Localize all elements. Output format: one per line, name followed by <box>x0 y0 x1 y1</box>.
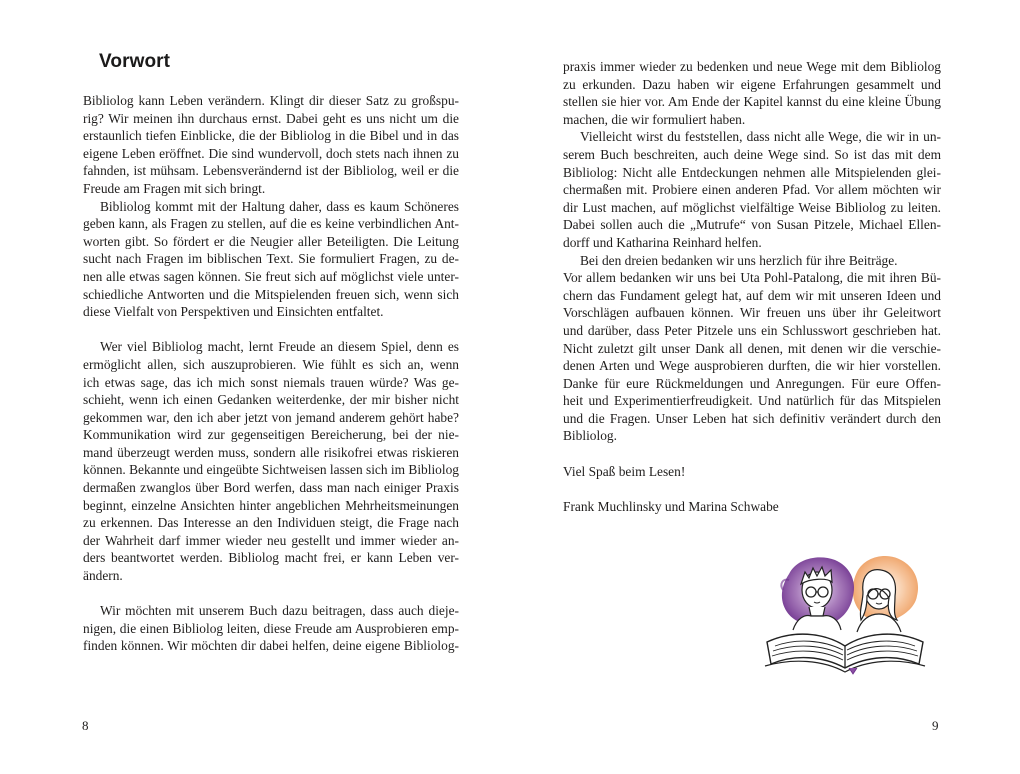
left-page-text-line: ich etwas sage, das ich mich sonst niemals trauen würde? Was ge- <box>83 374 459 390</box>
left-page-text-line: diese Vielfalt von Perspektiven und Einsichten entfaltet. <box>83 304 384 320</box>
paragraph-gap <box>83 321 459 339</box>
right-page-text-line: dorff und Katharina Reinhard helfen. <box>563 234 762 250</box>
paragraph-gap <box>563 445 941 463</box>
right-page-body <box>563 58 941 515</box>
left-page-text-line: Bibliolog kann Leben verändern. Klingt dir dieser Satz zu großspu- <box>83 93 459 108</box>
left-page-text-line: Freude am Fragen mit sich bringt. <box>83 180 266 196</box>
right-page-text-line: machen, die wir formuliert haben. <box>563 111 746 127</box>
left-page-text-line: ändern. <box>83 568 123 584</box>
left-page-text-line: der Wahrheit darf immer wieder neu gestellt und immer wieder an- <box>83 532 459 548</box>
page-number-right: 9 <box>932 718 939 733</box>
right-page-text-line: Viel Spaß beim Lesen! <box>563 463 686 479</box>
left-page-text-line: Bibliolog kommt mit der Haltung daher, dass es kaum Schöneres <box>100 198 459 214</box>
right-page-text-line: und darüber, dass Peter Pitzele uns ein Schlusswort geschrieben hat. <box>563 322 941 338</box>
right-page-text-line: chern das Fundament gelegt hat, auf dem wir mit unseren Ideen und <box>563 287 941 303</box>
left-page-text-line: schiedliche Antworten und die Mitspielenden freuen sich, wenn sich <box>83 286 459 302</box>
right-page-text-line: Frank Muchlinsky und Marina Schwabe <box>563 498 779 514</box>
left-page-text-line: ermöglicht allen, sich auszuprobieren. Wie fühlt es sich an, wenn <box>83 356 459 372</box>
left-page-text-line: Wer viel Bibliolog macht, lernt Freude an diesem Spiel, denn es <box>100 339 459 355</box>
right-page-text-line: zu erkunden. Dazu haben wir eigene Erfahrungen gesammelt und <box>563 76 941 92</box>
two-readers-with-open-book-icon <box>753 550 933 675</box>
left-page-body <box>83 92 459 655</box>
right-page-text-line: praxis immer wieder zu bedenken und neue Wege mit dem Bibliolog <box>563 59 941 74</box>
left-page-text-line: zu erkennen. Das Interesse an den Individuen steigt, die Frage nach <box>83 515 459 531</box>
right-page-text-line: stellen sie hier vor. Am Ende der Kapitel kannst du eine kleine Übung <box>563 94 941 110</box>
left-page-text-line: Kommunikation wird zur gegenseitigen Bereicherung, bei der nie- <box>83 427 459 443</box>
left-page-text-line: sucht nach Fragen im biblischen Text. Sie formuliert Fragen, zu de- <box>83 251 459 267</box>
left-page-text-line: erstaunlich tiefen Einblicke, die der Bibliolog in die Bibel und in das <box>83 128 459 144</box>
right-page-text-line: Bibliolog: Nicht alle Entdeckungen nehmen alle Mitspielenden glei- <box>563 164 941 180</box>
right-page-text-line: serem Buch beschreiten, auch deine Wege sind. So ist das mit dem <box>563 146 941 162</box>
right-page-text-line: Dabei sollen auch die „Mutrufe“ von Susan Pitzele, Michael Ellen- <box>563 217 941 233</box>
right-page-text-line: dir Lust machen, auf möglichst vielfältige Weise Bibliolog zu leiten. <box>563 199 941 215</box>
right-page-text-line: Vor allem bedanken wir uns bei Uta Pohl-Patalong, die mit ihren Bü- <box>563 270 941 286</box>
paragraph-gap <box>83 585 459 603</box>
left-page-text-line: fahnden, ist mühsam. Lebensverändernd ist der Bibliolog, weil er die <box>83 163 459 179</box>
right-page-text-line: denen Arten und Wege ausprobieren durften, die wir hier vorstellen. <box>563 358 941 374</box>
paragraph-gap <box>563 480 941 498</box>
left-page-text-line: finden können. Wir möchten dir dabei helfen, deine eigene Bibliolog- <box>83 638 459 654</box>
page-heading: Vorwort <box>99 51 171 72</box>
right-page-text-line: Vielleicht wirst du feststellen, dass nicht alle Wege, die wir in un- <box>580 129 941 145</box>
page-number-left: 8 <box>82 718 89 733</box>
left-page-text-line: dermaßen zwanglos über Bord werfen, dass man nach einiger Praxis <box>83 480 459 496</box>
right-page-text-line: Bibliolog. <box>563 428 617 444</box>
left-page-text-line: eigene Leben eröffnet. Die sind wundervoll, doch stets nach ihnen zu <box>83 145 459 161</box>
right-page-text-line: heit und Experimentierfreudigkeit. Und natürlich für das Mitspielen <box>563 393 941 409</box>
left-page-text-line: können. Bekannte und eingeübte Sichtweisen lassen sich im Bibliolog <box>83 462 459 478</box>
right-page-text-line: Bei den dreien bedanken wir uns herzlich für ihre Beiträge. <box>580 252 898 268</box>
left-page-text-line: nigen, die einen Bibliolog leiten, diese Freude am Ausprobieren emp- <box>83 620 459 636</box>
right-page-text-line: und die Fragen. Unser Leben hat sich definitiv verändert durch den <box>563 410 941 426</box>
right-page <box>510 0 1020 774</box>
left-page-text-line: beginnt, einzelne Ansichten hinter angeblichen Mehrheitsmeinungen <box>83 497 459 513</box>
left-page-text-line: ders beantwortet werden. Bibliolog macht frei, er kann Leben ver- <box>83 550 459 566</box>
left-page-text-line: worten gibt. So fördert er die Neugier aller Beteiligten. Die Leitung <box>83 233 459 249</box>
left-page-text-line: gekommen war, den ich aber jetzt von jemand anderem gehört habe? <box>83 409 459 425</box>
right-page-text-line: Danke für eure Rückmeldungen und Anregungen. Für eure Offen- <box>563 375 941 391</box>
left-page-text-line: schieht, wenn ich einen Gedanken weiterdenke, der mir bisher nicht <box>83 392 459 408</box>
left-page-text-line: Wir möchten mit unserem Buch dazu beitragen, dass auch dieje- <box>100 603 459 619</box>
left-page-text-line: geben kann, als Fragen zu stellen, auf die es keine verbindlichen Ant- <box>83 216 459 232</box>
left-page-text-line: rig? Wir meinen ihn durchaus ernst. Dabei geht es uns nicht um die <box>83 110 459 126</box>
right-page-text-line: Nicht zuletzt gilt unser Dank all denen, mit denen wir die verschie- <box>563 340 941 356</box>
left-page-text-line: mand überzeugt werden muss, sondern alle risikofrei etwas riskieren <box>83 444 459 460</box>
left-page-text-line: nen alle etwas sagen können. Sie freut sich auf möglichst viele unter- <box>83 268 459 284</box>
right-page-text-line: Vorschlägen aufbauen können. Wir freuen uns über ihr Geleitwort <box>563 305 941 321</box>
right-page-text-line: chermaßen mit. Probiere einen anderen Pfad. Vor allem möchten wir <box>563 182 941 198</box>
